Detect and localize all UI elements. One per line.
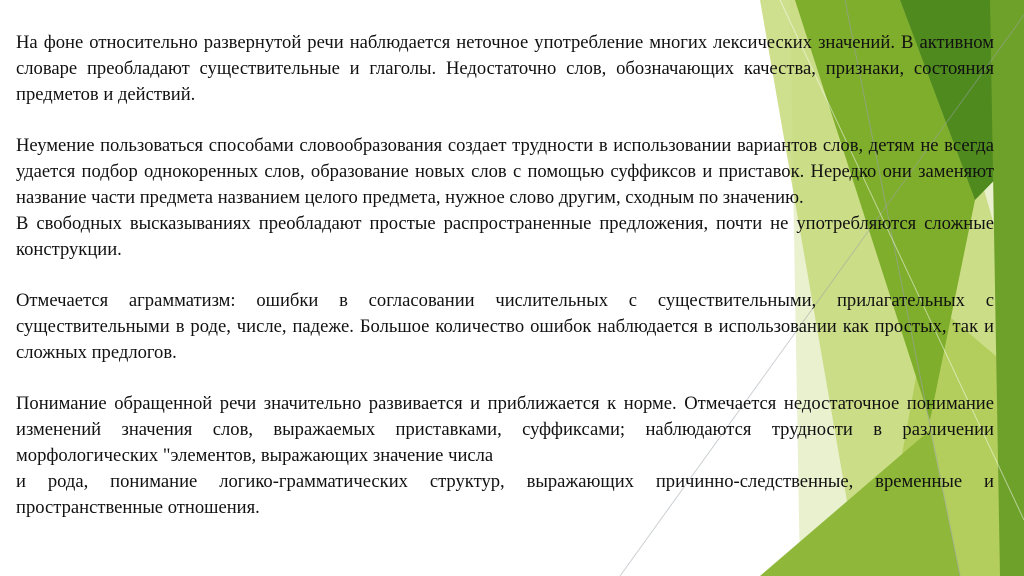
paragraph-comprehension: Понимание обращенной речи значительно развивается и приближается к норме. Отмечается недостаточное понимание изменений значения слов, выражаемых приставками, суффиксами; наблюдаются трудности в различении морфологических "элементов, выражающих значение числа — [16, 393, 994, 466]
paragraph-lexicon: На фоне относительно развернутой речи наблюдается неточное употребление многих лексических значений. В активном словаре преобладают существительные и глаголы. Недостаточно слов, обозначающих качества, признаки, состояния предметов и действий. — [16, 32, 994, 105]
paragraph-agrammatism: Отмечается аграмматизм: ошибки в согласовании числительных с существительными, прилагательных с существительными в роде, числе, падеже. Большое количество ошибок наблюдается в использовании как простых, так и сложных предлогов. — [16, 290, 994, 363]
slide-text — [16, 30, 994, 521]
paragraph-comprehension-cont: и рода, понимание логико-грамматических структур, выражающих причинно-следственные, временные и пространственные отношения. — [16, 471, 994, 518]
paragraph-word-formation: Неумение пользоваться способами словообразования создает трудности в использовании вариантов слов, детям не всегда удается подбор однокоренных слов, образование новых слов с помощью суффиксов и приставок. Нередко они заменяют название части предмета названием целого предмета, нужное слово другим, сходным по значению. — [16, 135, 994, 208]
paragraph-sentences: В свободных высказываниях преобладают простые распространенные предложения, почти не употребляются сложные конструкции. — [16, 213, 994, 260]
